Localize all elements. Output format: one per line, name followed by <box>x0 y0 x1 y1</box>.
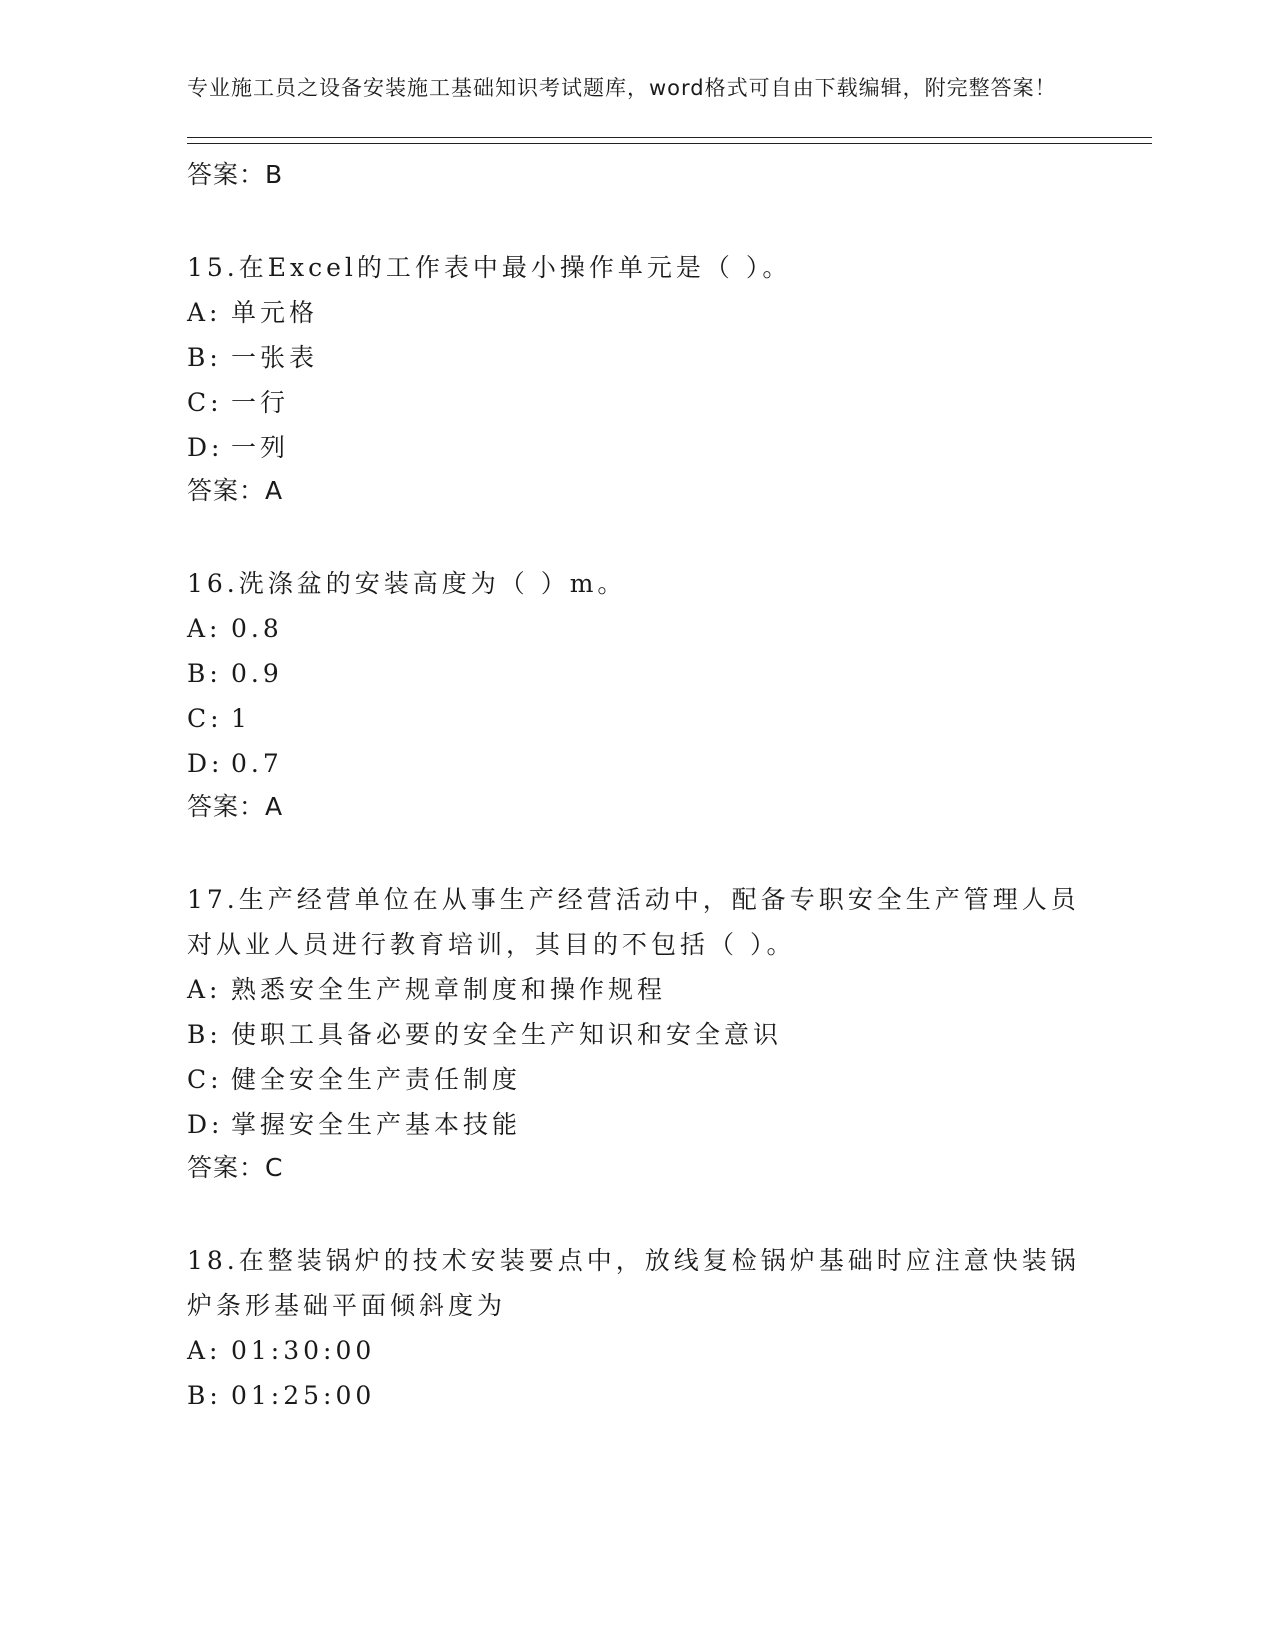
option-letter: C: <box>187 704 223 733</box>
option-a <box>187 967 1152 1012</box>
option-letter: A: <box>187 1336 222 1365</box>
option-d <box>187 425 1152 470</box>
header-double-rule <box>187 137 1152 144</box>
question-15 <box>187 245 1152 515</box>
option-letter: D: <box>187 1110 224 1139</box>
answer-line: 答案：A <box>187 792 284 821</box>
document-header-title: 专业施工员之设备安装施工基础知识考试题库，word格式可自由下载编辑，附完整答案！ <box>187 76 1057 100</box>
question-text: 18.在整装锅炉的技术安装要点中，放线复检锅炉基础时应注意快装锅炉条形基础平面倾斜度为 <box>187 1246 1080 1320</box>
option-letter: A: <box>187 975 222 1004</box>
option-a <box>187 290 1152 335</box>
option-letter: D: <box>187 749 224 778</box>
option-letter: D: <box>187 433 224 462</box>
question-text: 16.洗涤盆的安装高度为（ ）m。 <box>187 569 627 598</box>
document-page <box>187 72 1152 1418</box>
option-c <box>187 696 1152 741</box>
option-letter: C: <box>187 388 223 417</box>
answer-line: 答案：C <box>187 1153 284 1182</box>
previous-answer: 答案：B <box>187 160 284 189</box>
option-text: 1 <box>231 704 251 733</box>
answer-line: 答案：A <box>187 476 284 505</box>
question-16 <box>187 561 1152 831</box>
option-text: 单元格 <box>231 298 319 327</box>
question-text: 15.在Excel的工作表中最小操作单元是（ ）。 <box>187 253 792 282</box>
option-a <box>187 606 1152 651</box>
option-text: 一行 <box>231 388 290 417</box>
option-text: 01:25:00 <box>231 1381 376 1410</box>
question-text: 17.生产经营单位在从事生产经营活动中，配备专职安全生产管理人员对从业人员进行教育培训，其目的不包括（ ）。 <box>187 885 1080 959</box>
option-text: 0.7 <box>231 749 283 778</box>
question-17 <box>187 877 1152 1192</box>
option-c <box>187 380 1152 425</box>
question-18 <box>187 1238 1152 1418</box>
option-text: 0.9 <box>231 659 283 688</box>
option-d <box>187 741 1152 786</box>
option-a <box>187 1328 1152 1373</box>
option-text: 熟悉安全生产规章制度和操作规程 <box>231 975 667 1004</box>
option-b <box>187 335 1152 380</box>
option-text: 0.8 <box>231 614 283 643</box>
option-text: 一列 <box>231 433 290 462</box>
option-letter: B: <box>187 1381 222 1410</box>
option-letter: C: <box>187 1065 223 1094</box>
option-text: 一张表 <box>231 343 319 372</box>
option-text: 健全安全生产责任制度 <box>231 1065 522 1094</box>
option-text: 使职工具备必要的安全生产知识和安全意识 <box>231 1020 783 1049</box>
option-letter: A: <box>187 298 222 327</box>
option-b <box>187 1012 1152 1057</box>
option-b <box>187 1373 1152 1418</box>
option-letter: B: <box>187 343 222 372</box>
option-d <box>187 1102 1152 1147</box>
option-c <box>187 1057 1152 1102</box>
option-letter: B: <box>187 1020 222 1049</box>
option-text: 01:30:00 <box>231 1336 376 1365</box>
option-text: 掌握安全生产基本技能 <box>231 1110 522 1139</box>
option-letter: A: <box>187 614 222 643</box>
option-letter: B: <box>187 659 222 688</box>
option-b <box>187 651 1152 696</box>
